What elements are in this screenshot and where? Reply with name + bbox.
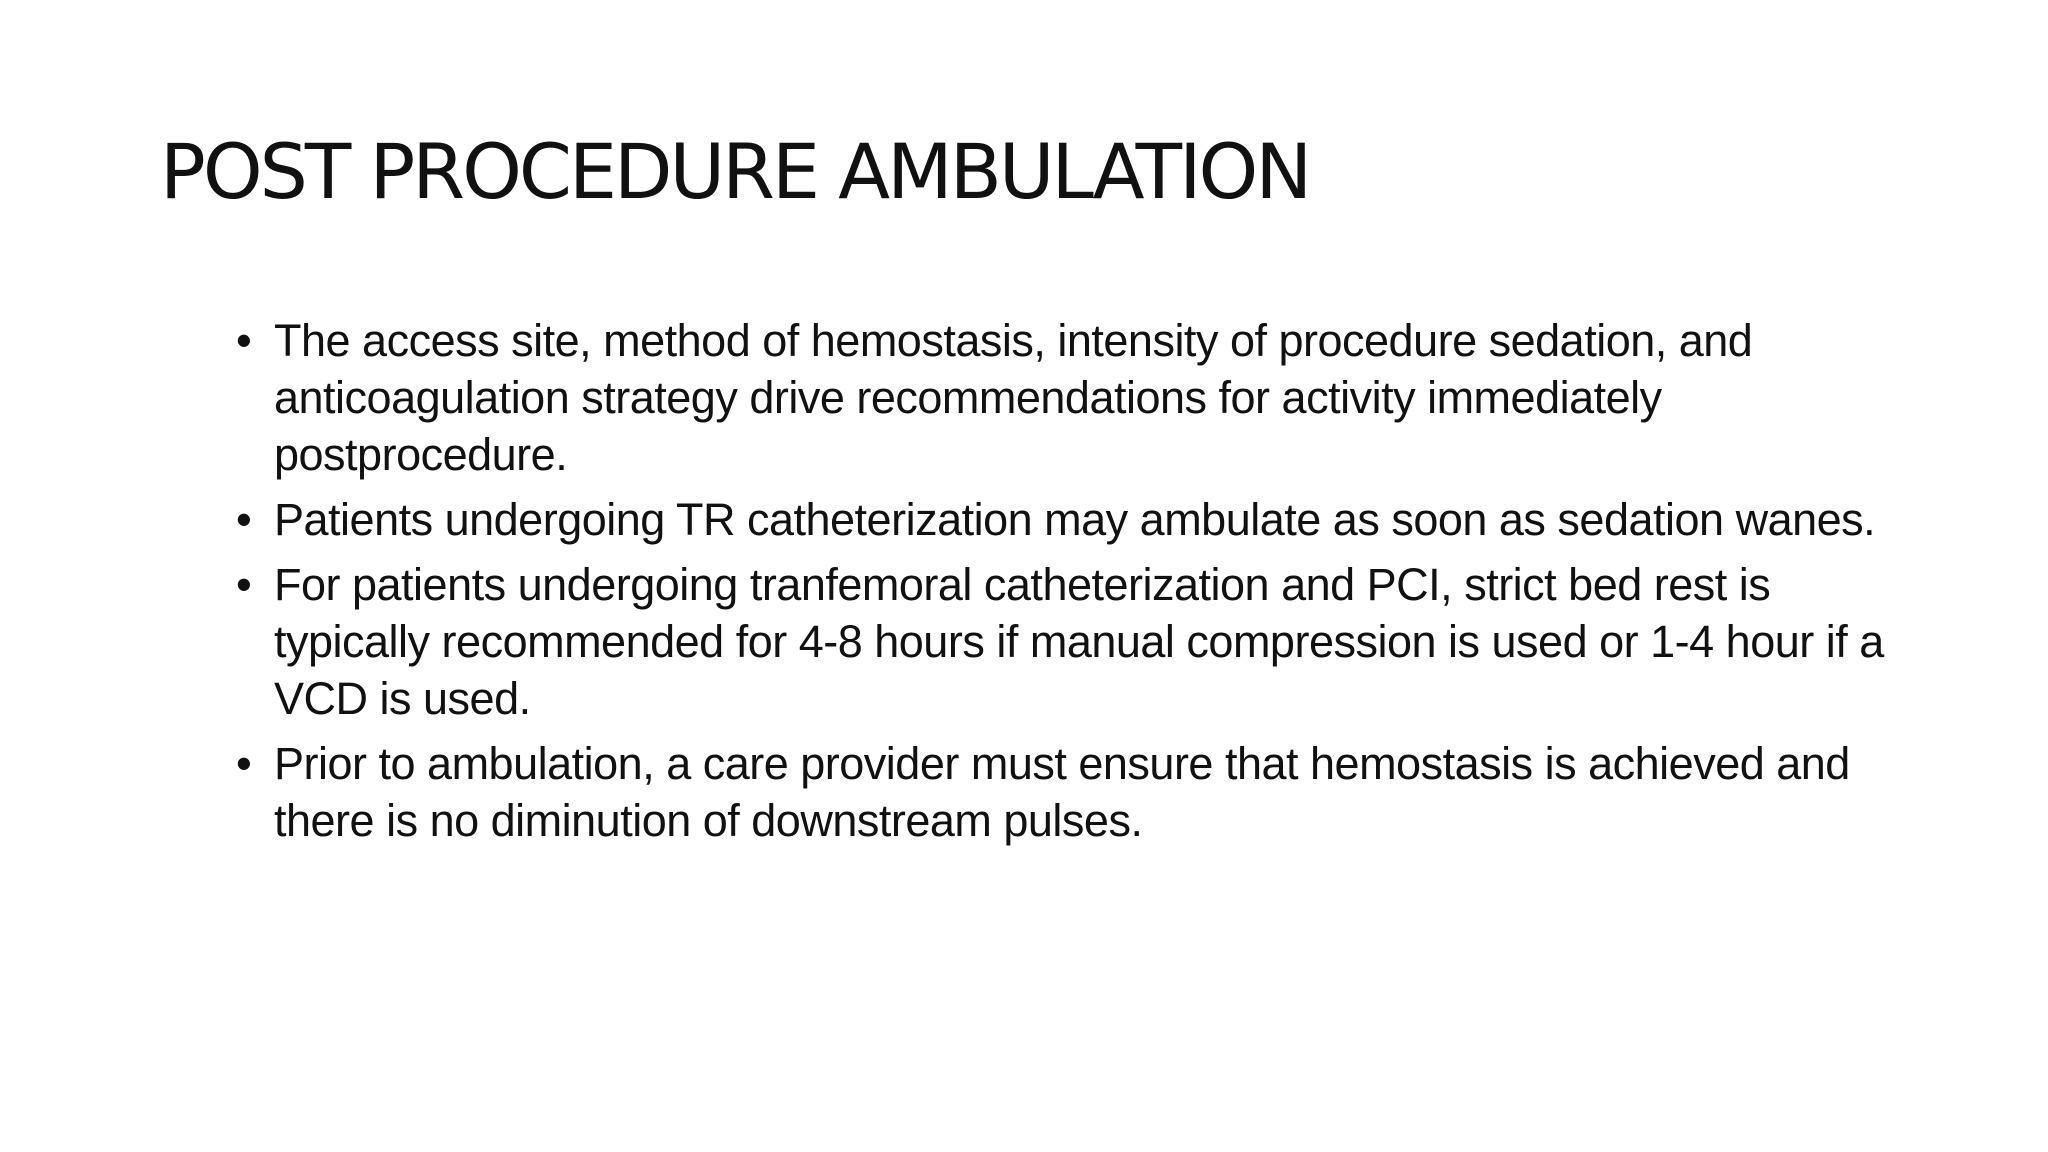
- bullet-text: Patients undergoing TR catheterization may ambulate as soon as sedation wanes.: [274, 494, 1876, 545]
- bullet-text: For patients undergoing tranfemoral catheterization and PCI, strict bed rest is typically recommended for 4-8 hours if manual compression is used or 1-4 hour if a VCD is used.: [274, 559, 1884, 724]
- bullet-item: [236, 312, 1916, 483]
- bullet-item: [236, 735, 1916, 849]
- bullet-icon: •: [236, 738, 252, 789]
- bullet-list: [236, 312, 1916, 857]
- slide-title: POST PROCEDURE AMBULATION: [160, 127, 1310, 216]
- bullet-icon: •: [236, 559, 252, 610]
- bullet-icon: •: [236, 315, 252, 366]
- bullet-text: Prior to ambulation, a care provider must ensure that hemostasis is achieved and there is no diminution of downstream pulses.: [274, 738, 1850, 846]
- bullet-icon: •: [236, 494, 252, 545]
- bullet-item: [236, 556, 1916, 727]
- bullet-item: [236, 491, 1916, 548]
- bullet-text: The access site, method of hemostasis, intensity of procedure sedation, and anticoagulation strategy drive recommendations for activity immediately postprocedure.: [274, 315, 1753, 480]
